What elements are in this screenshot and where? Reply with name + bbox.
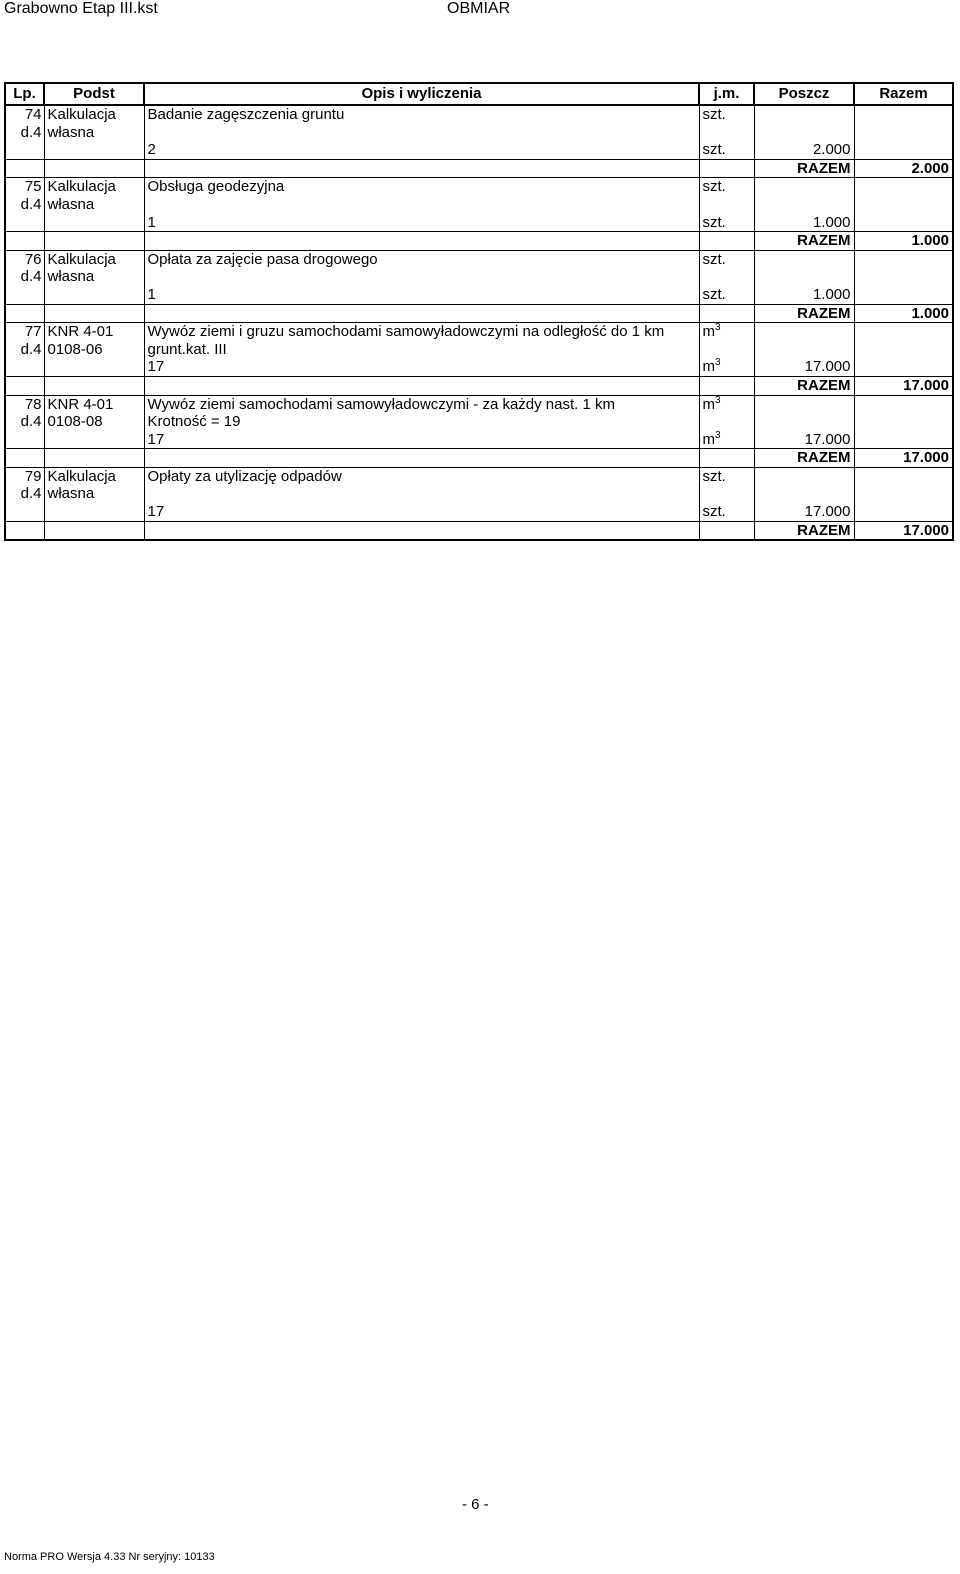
basis-line-1: KNR 4-01 (44, 323, 144, 341)
empty-cell (854, 178, 953, 196)
item-chapter: d.4 (5, 485, 44, 503)
calculation-unit (699, 503, 754, 521)
item-unit (699, 250, 754, 268)
calculation-expression: 1 (144, 214, 699, 232)
calculation-expression: 17 (144, 503, 699, 521)
empty-cell (44, 431, 144, 449)
empty-cell (754, 413, 854, 431)
column-header-lp: Lp. (5, 83, 44, 105)
item-description-line-2 (144, 124, 699, 142)
unit-exponent: 3 (715, 394, 721, 406)
item-unit (699, 105, 754, 124)
footer-software-info: Norma PRO Wersja 4.33 Nr seryjny: 10133 (4, 1551, 215, 1563)
table-row (5, 196, 953, 214)
table-row (5, 105, 953, 124)
table-row (5, 323, 953, 341)
empty-cell (5, 431, 44, 449)
calculation-expression: 17 (144, 431, 699, 449)
total-value: 2.000 (854, 159, 953, 178)
total-label: RAZEM (754, 449, 854, 468)
measurement-table (4, 82, 954, 541)
total-row (5, 159, 953, 178)
unit-label: szt. (702, 285, 726, 303)
basis-line-2: 0108-06 (44, 341, 144, 359)
empty-cell (5, 304, 44, 323)
empty-cell (754, 341, 854, 359)
table-row (5, 395, 953, 413)
empty-cell (5, 214, 44, 232)
document-filename: Grabowno Etap III.kst (4, 0, 158, 17)
table-header-row (5, 83, 953, 105)
unit-label: szt. (702, 106, 726, 123)
empty-cell (144, 304, 699, 323)
empty-cell (754, 250, 854, 268)
unit-label: m (702, 323, 715, 341)
calculation-expression: 1 (144, 286, 699, 304)
total-value: 17.000 (854, 449, 953, 468)
calculation-expression: 2 (144, 141, 699, 159)
empty-cell (5, 358, 44, 376)
empty-cell (854, 467, 953, 485)
item-description-line-2: grunt.kat. III (144, 341, 699, 359)
unit-label: szt. (702, 213, 726, 231)
empty-cell (144, 521, 699, 540)
unit-label: szt. (702, 141, 726, 159)
partial-value: 1.000 (754, 286, 854, 304)
empty-cell (5, 521, 44, 540)
empty-cell (854, 141, 953, 159)
calculation-row (5, 431, 953, 449)
table-row (5, 485, 953, 503)
calculation-unit (699, 358, 754, 376)
unit-label: m (702, 358, 715, 376)
empty-cell (699, 485, 754, 503)
total-value: 17.000 (854, 521, 953, 540)
item-description-line-2: Krotność = 19 (144, 413, 699, 431)
empty-cell (699, 268, 754, 286)
empty-cell (5, 376, 44, 395)
calculation-row (5, 286, 953, 304)
table-row (5, 124, 953, 142)
item-description-line-2 (144, 196, 699, 214)
empty-cell (854, 341, 953, 359)
empty-cell (754, 105, 854, 124)
empty-cell (854, 124, 953, 142)
total-label: RAZEM (754, 232, 854, 251)
unit-label: m (702, 395, 715, 413)
item-description: Obsługa geodezyjna (144, 178, 699, 196)
empty-cell (854, 286, 953, 304)
item-unit (699, 323, 754, 341)
empty-cell (854, 268, 953, 286)
empty-cell (5, 449, 44, 468)
total-row (5, 449, 953, 468)
empty-cell (854, 413, 953, 431)
empty-cell (699, 196, 754, 214)
empty-cell (754, 196, 854, 214)
empty-cell (854, 250, 953, 268)
basis-line-2: własna (44, 124, 144, 142)
empty-cell (5, 286, 44, 304)
unit-label: szt. (702, 467, 726, 485)
item-description-line-2 (144, 485, 699, 503)
empty-cell (699, 413, 754, 431)
partial-value: 17.000 (754, 503, 854, 521)
empty-cell (754, 323, 854, 341)
empty-cell (854, 395, 953, 413)
total-label: RAZEM (754, 521, 854, 540)
empty-cell (5, 141, 44, 159)
item-description: Wywóz ziemi samochodami samowyładowczymi - za każdy nast. 1 km (144, 395, 699, 413)
item-description-line-2 (144, 268, 699, 286)
item-number: 75 (5, 178, 44, 196)
empty-cell (144, 376, 699, 395)
basis-line-2: własna (44, 485, 144, 503)
total-label: RAZEM (754, 376, 854, 395)
item-number: 76 (5, 250, 44, 268)
total-value: 17.000 (854, 376, 953, 395)
item-chapter: d.4 (5, 124, 44, 142)
empty-cell (44, 286, 144, 304)
column-header-poszcz: Poszcz (754, 83, 854, 105)
empty-cell (144, 159, 699, 178)
empty-cell (754, 395, 854, 413)
empty-cell (699, 304, 754, 323)
total-row (5, 304, 953, 323)
calculation-row (5, 358, 953, 376)
table-row (5, 178, 953, 196)
empty-cell (754, 485, 854, 503)
item-chapter: d.4 (5, 196, 44, 214)
calculation-row (5, 214, 953, 232)
total-value: 1.000 (854, 304, 953, 323)
unit-exponent: 3 (715, 357, 721, 369)
empty-cell (5, 503, 44, 521)
item-chapter: d.4 (5, 268, 44, 286)
empty-cell (5, 159, 44, 178)
partial-value: 17.000 (754, 358, 854, 376)
basis-line-1: Kalkulacja (44, 178, 144, 196)
empty-cell (854, 196, 953, 214)
empty-cell (5, 232, 44, 251)
unit-label: m (702, 430, 715, 448)
partial-value: 17.000 (754, 431, 854, 449)
total-row (5, 521, 953, 540)
table-row (5, 413, 953, 431)
column-header-opis: Opis i wyliczenia (144, 83, 699, 105)
basis-line-1: Kalkulacja (44, 250, 144, 268)
table-row (5, 467, 953, 485)
empty-cell (44, 214, 144, 232)
empty-cell (699, 376, 754, 395)
empty-cell (699, 159, 754, 178)
empty-cell (854, 105, 953, 124)
empty-cell (699, 449, 754, 468)
calculation-expression: 17 (144, 358, 699, 376)
empty-cell (44, 141, 144, 159)
empty-cell (699, 341, 754, 359)
empty-cell (144, 449, 699, 468)
table-row (5, 250, 953, 268)
item-chapter: d.4 (5, 341, 44, 359)
column-header-podst: Podst (44, 83, 144, 105)
table-row (5, 341, 953, 359)
empty-cell (854, 323, 953, 341)
column-header-jm: j.m. (699, 83, 754, 105)
empty-cell (854, 503, 953, 521)
item-description: Badanie zagęszczenia gruntu (144, 105, 699, 124)
basis-line-2: własna (44, 196, 144, 214)
basis-line-1: Kalkulacja (44, 105, 144, 124)
empty-cell (754, 268, 854, 286)
item-unit (699, 467, 754, 485)
item-number: 77 (5, 323, 44, 341)
empty-cell (144, 232, 699, 251)
empty-cell (44, 503, 144, 521)
empty-cell (44, 521, 144, 540)
empty-cell (699, 124, 754, 142)
item-number: 74 (5, 105, 44, 124)
basis-line-1: Kalkulacja (44, 467, 144, 485)
empty-cell (44, 232, 144, 251)
empty-cell (44, 376, 144, 395)
empty-cell (854, 431, 953, 449)
calculation-unit (699, 141, 754, 159)
calculation-unit (699, 214, 754, 232)
item-unit (699, 178, 754, 196)
partial-value: 1.000 (754, 214, 854, 232)
empty-cell (754, 178, 854, 196)
empty-cell (699, 521, 754, 540)
total-row (5, 232, 953, 251)
empty-cell (854, 485, 953, 503)
item-number: 79 (5, 467, 44, 485)
table-row (5, 268, 953, 286)
basis-line-2: 0108-08 (44, 413, 144, 431)
total-row (5, 376, 953, 395)
unit-label: szt. (702, 503, 726, 521)
empty-cell (44, 159, 144, 178)
calculation-row (5, 141, 953, 159)
calculation-unit (699, 431, 754, 449)
empty-cell (754, 124, 854, 142)
total-value: 1.000 (854, 232, 953, 251)
total-label: RAZEM (754, 304, 854, 323)
item-number: 78 (5, 395, 44, 413)
empty-cell (854, 358, 953, 376)
unit-exponent: 3 (715, 429, 721, 441)
item-description: Opłaty za utylizację odpadów (144, 467, 699, 485)
item-unit (699, 395, 754, 413)
item-description: Wywóz ziemi i gruzu samochodami samowyładowczymi na odległość do 1 km (144, 323, 699, 341)
unit-label: szt. (702, 250, 726, 268)
total-label: RAZEM (754, 159, 854, 178)
basis-line-1: KNR 4-01 (44, 395, 144, 413)
column-header-razem: Razem (854, 83, 953, 105)
empty-cell (44, 304, 144, 323)
page-number: - 6 - (462, 1496, 489, 1513)
empty-cell (699, 232, 754, 251)
unit-label: szt. (702, 178, 726, 196)
partial-value: 2.000 (754, 141, 854, 159)
unit-exponent: 3 (715, 322, 721, 334)
calculation-unit (699, 286, 754, 304)
basis-line-2: własna (44, 268, 144, 286)
empty-cell (754, 467, 854, 485)
empty-cell (44, 358, 144, 376)
empty-cell (44, 449, 144, 468)
item-description: Opłata za zajęcie pasa drogowego (144, 250, 699, 268)
calculation-row (5, 503, 953, 521)
document-title: OBMIAR (447, 0, 511, 17)
item-chapter: d.4 (5, 413, 44, 431)
empty-cell (854, 214, 953, 232)
